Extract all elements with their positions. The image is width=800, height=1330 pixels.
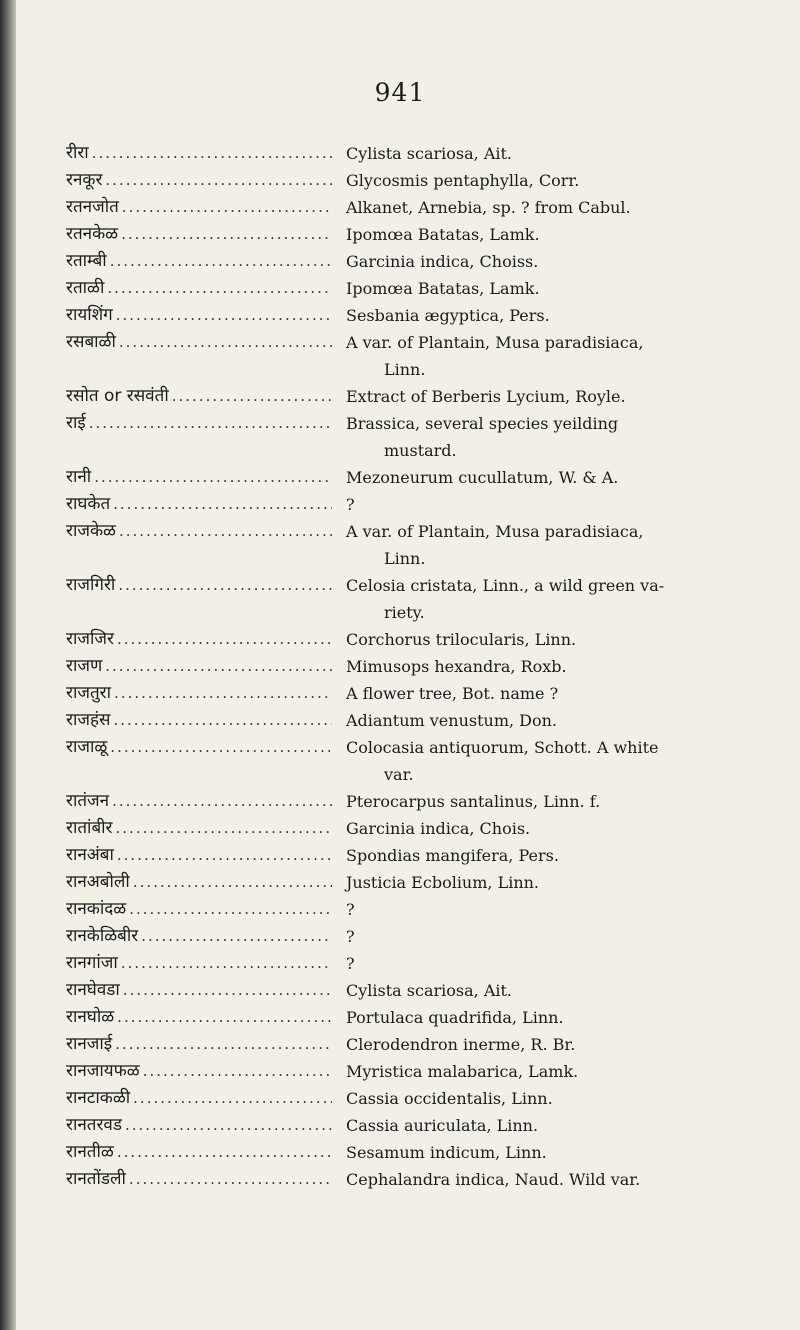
glossary-entry bbox=[66, 950, 786, 977]
entry-headword-column bbox=[66, 518, 332, 545]
leader-dots bbox=[125, 1116, 332, 1134]
entry-headword-column bbox=[66, 869, 332, 896]
entry-headword-column bbox=[66, 248, 332, 275]
entry-headword-column bbox=[66, 329, 332, 356]
entry-definition bbox=[332, 950, 786, 977]
definition-line: Spondias mangifera, Pers. bbox=[346, 846, 559, 865]
entry-headword: राजगिरी bbox=[66, 575, 116, 595]
definition-line: mustard. bbox=[384, 441, 457, 460]
definition-line: Myristica malabarica, Lamk. bbox=[346, 1062, 579, 1081]
definition-line: Brassica, several species yeilding bbox=[346, 414, 619, 433]
entry-headword: रानजायफळ bbox=[66, 1061, 140, 1081]
entry-headword: राई bbox=[66, 413, 86, 433]
leader-dots bbox=[114, 684, 332, 702]
entry-definition bbox=[332, 1139, 786, 1166]
entry-definition bbox=[332, 194, 786, 221]
glossary-entry bbox=[66, 302, 786, 329]
entry-headword-column bbox=[66, 383, 332, 410]
definition-line: Mimusops hexandra, Roxb. bbox=[346, 657, 567, 676]
entry-definition bbox=[332, 788, 786, 815]
entry-headword: रानगांजा bbox=[66, 953, 118, 973]
entry-headword: रानअबोली bbox=[66, 872, 130, 892]
glossary-entry bbox=[66, 464, 786, 491]
entry-definition bbox=[332, 491, 786, 518]
leader-dots bbox=[105, 171, 332, 189]
leader-dots bbox=[110, 738, 332, 756]
definition-line: Alkanet, Arnebia, sp. ? from Cabul. bbox=[346, 198, 631, 217]
entry-headword-column bbox=[66, 1058, 332, 1085]
leader-dots bbox=[117, 1008, 332, 1026]
entry-headword: रतनजोत bbox=[66, 197, 119, 217]
entry-definition bbox=[332, 977, 786, 1004]
entry-headword: राजाळू bbox=[66, 737, 108, 757]
definition-line: Colocasia antiquorum, Schott. A white bbox=[346, 738, 659, 757]
leader-dots bbox=[129, 900, 332, 918]
entry-headword: रानघोळ bbox=[66, 1007, 115, 1027]
entry-definition bbox=[332, 1085, 786, 1112]
glossary-entry bbox=[66, 626, 786, 653]
entry-headword: रनकूर bbox=[66, 170, 103, 190]
definition-line: ? bbox=[346, 927, 355, 946]
leader-dots bbox=[119, 333, 332, 351]
leader-dots bbox=[94, 468, 332, 486]
glossary-entry bbox=[66, 518, 786, 572]
entry-definition bbox=[332, 302, 786, 329]
leader-dots bbox=[92, 144, 332, 162]
entry-headword: रानअंबा bbox=[66, 845, 114, 865]
entry-headword: रताळी bbox=[66, 278, 105, 298]
entry-headword: राजजिर bbox=[66, 629, 114, 649]
leader-dots bbox=[89, 414, 332, 432]
definition-line: Cassia occidentalis, Linn. bbox=[346, 1089, 553, 1108]
definition-line: ? bbox=[346, 900, 355, 919]
entry-definition bbox=[332, 680, 786, 707]
glossary-entry bbox=[66, 167, 786, 194]
definition-line: Garcinia indica, Choiss. bbox=[346, 252, 539, 271]
entry-definition bbox=[332, 410, 786, 464]
entry-headword: रानतरवड bbox=[66, 1115, 122, 1135]
entry-definition bbox=[332, 383, 786, 410]
entry-headword: रताम्बी bbox=[66, 251, 107, 271]
entry-definition bbox=[332, 626, 786, 653]
entry-definition bbox=[332, 707, 786, 734]
leader-dots bbox=[117, 630, 332, 648]
leader-dots bbox=[143, 1062, 332, 1080]
glossary-entry bbox=[66, 1085, 786, 1112]
glossary-entry bbox=[66, 815, 786, 842]
entry-definition bbox=[332, 275, 786, 302]
leader-dots bbox=[133, 1089, 332, 1107]
glossary-entry bbox=[66, 788, 786, 815]
entry-headword: रानकांदळ bbox=[66, 899, 127, 919]
definition-line: Cylista scariosa, Ait. bbox=[346, 144, 512, 163]
leader-dots bbox=[116, 819, 332, 837]
entry-headword-column bbox=[66, 1004, 332, 1031]
glossary-entry bbox=[66, 383, 786, 410]
entry-headword-column bbox=[66, 1085, 332, 1112]
entry-headword: रसोत or रसवंती bbox=[66, 386, 169, 406]
entry-headword-column bbox=[66, 194, 332, 221]
entry-headword: रानतोंडली bbox=[66, 1169, 126, 1189]
glossary-entry bbox=[66, 869, 786, 896]
definition-line: Portulaca quadrifida, Linn. bbox=[346, 1008, 564, 1027]
entry-headword-column bbox=[66, 815, 332, 842]
glossary-entry bbox=[66, 680, 786, 707]
entry-definition bbox=[332, 653, 786, 680]
entry-definition bbox=[332, 140, 786, 167]
entry-headword-column bbox=[66, 302, 332, 329]
leader-dots bbox=[118, 576, 332, 594]
entry-headword-column bbox=[66, 1139, 332, 1166]
entry-definition bbox=[332, 248, 786, 275]
glossary-list bbox=[66, 140, 786, 1193]
definition-line: Corchorus trilocularis, Linn. bbox=[346, 630, 577, 649]
entry-definition bbox=[332, 1004, 786, 1031]
glossary-entry bbox=[66, 275, 786, 302]
entry-headword: राजण bbox=[66, 656, 103, 676]
entry-definition bbox=[332, 1112, 786, 1139]
entry-definition bbox=[332, 923, 786, 950]
leader-dots bbox=[141, 927, 332, 945]
glossary-entry bbox=[66, 1139, 786, 1166]
entry-definition bbox=[332, 1058, 786, 1085]
book-binding-edge bbox=[0, 0, 16, 1330]
leader-dots bbox=[117, 1143, 332, 1161]
entry-headword-column bbox=[66, 653, 332, 680]
entry-headword: रानघेवडा bbox=[66, 980, 120, 1000]
definition-line: Sesbania ægyptica, Pers. bbox=[346, 306, 550, 325]
entry-headword: रीरा bbox=[66, 143, 89, 163]
entry-headword: रातंजन bbox=[66, 791, 110, 811]
glossary-entry bbox=[66, 896, 786, 923]
leader-dots bbox=[117, 846, 332, 864]
entry-headword-column bbox=[66, 140, 332, 167]
definition-line: Clerodendron inerme, R. Br. bbox=[346, 1035, 576, 1054]
definition-line: Justicia Ecbolium, Linn. bbox=[346, 873, 540, 892]
leader-dots bbox=[119, 522, 332, 540]
entry-headword-column bbox=[66, 950, 332, 977]
definition-line: Ipomœa Batatas, Lamk. bbox=[346, 279, 540, 298]
entry-definition bbox=[332, 869, 786, 896]
leader-dots bbox=[107, 279, 332, 297]
entry-definition bbox=[332, 464, 786, 491]
glossary-entry bbox=[66, 140, 786, 167]
glossary-entry bbox=[66, 491, 786, 518]
definition-line: A var. of Plantain, Musa paradisiaca, bbox=[346, 333, 644, 352]
entry-headword: रानटाकळी bbox=[66, 1088, 131, 1108]
entry-headword-column bbox=[66, 626, 332, 653]
definition-line: Cephalandra indica, Naud. Wild var. bbox=[346, 1170, 641, 1189]
glossary-entry bbox=[66, 248, 786, 275]
entry-definition bbox=[332, 896, 786, 923]
entry-headword-column bbox=[66, 788, 332, 815]
entry-definition bbox=[332, 815, 786, 842]
entry-headword: राजतुरा bbox=[66, 683, 112, 703]
definition-line: Mezoneurum cucullatum, W. & A. bbox=[346, 468, 619, 487]
definition-line: Glycosmis pentaphylla, Corr. bbox=[346, 171, 580, 190]
leader-dots bbox=[133, 873, 332, 891]
entry-headword: रानकेळिबीर bbox=[66, 926, 139, 946]
entry-definition bbox=[332, 329, 786, 383]
entry-definition bbox=[332, 1031, 786, 1058]
entry-headword-column bbox=[66, 491, 332, 518]
definition-line: Ipomœa Batatas, Lamk. bbox=[346, 225, 540, 244]
entry-headword-column bbox=[66, 977, 332, 1004]
leader-dots bbox=[105, 657, 332, 675]
glossary-entry bbox=[66, 329, 786, 383]
leader-dots bbox=[113, 495, 332, 513]
glossary-entry bbox=[66, 221, 786, 248]
entry-headword-column bbox=[66, 464, 332, 491]
leader-dots bbox=[121, 954, 332, 972]
definition-line: Linn. bbox=[384, 549, 426, 568]
entry-headword: रानतीळ bbox=[66, 1142, 114, 1162]
definition-line: Cylista scariosa, Ait. bbox=[346, 981, 512, 1000]
entry-definition bbox=[332, 1166, 786, 1193]
leader-dots bbox=[122, 198, 332, 216]
glossary-entry bbox=[66, 572, 786, 626]
entry-definition bbox=[332, 572, 786, 626]
glossary-entry bbox=[66, 734, 786, 788]
leader-dots bbox=[121, 225, 332, 243]
definition-line: Adiantum venustum, Don. bbox=[346, 711, 558, 730]
leader-dots bbox=[172, 387, 332, 405]
glossary-entry bbox=[66, 977, 786, 1004]
glossary-entry bbox=[66, 653, 786, 680]
glossary-entry bbox=[66, 923, 786, 950]
entry-headword-column bbox=[66, 221, 332, 248]
leader-dots bbox=[123, 981, 332, 999]
definition-line: Pterocarpus santalinus, Linn. f. bbox=[346, 792, 601, 811]
entry-headword: राजहंस bbox=[66, 710, 111, 730]
entry-headword: रानजाई bbox=[66, 1034, 113, 1054]
entry-definition bbox=[332, 518, 786, 572]
definition-line: Celosia cristata, Linn., a wild green va- bbox=[346, 576, 665, 595]
definition-line: Linn. bbox=[384, 360, 426, 379]
entry-headword: रातांबीर bbox=[66, 818, 113, 838]
entry-headword: रायशिंग bbox=[66, 305, 113, 325]
entry-definition bbox=[332, 734, 786, 788]
definition-line: ? bbox=[346, 954, 355, 973]
glossary-entry bbox=[66, 1058, 786, 1085]
entry-headword-column bbox=[66, 275, 332, 302]
entry-headword-column bbox=[66, 1112, 332, 1139]
entry-definition bbox=[332, 842, 786, 869]
glossary-entry bbox=[66, 1112, 786, 1139]
definition-line: ? bbox=[346, 495, 355, 514]
definition-line: Cassia auriculata, Linn. bbox=[346, 1116, 539, 1135]
entry-headword: रानी bbox=[66, 467, 92, 487]
entry-headword-column bbox=[66, 1166, 332, 1193]
definition-line: A var. of Plantain, Musa paradisiaca, bbox=[346, 522, 644, 541]
entry-definition bbox=[332, 221, 786, 248]
leader-dots bbox=[110, 252, 332, 270]
glossary-entry bbox=[66, 842, 786, 869]
glossary-entry bbox=[66, 1031, 786, 1058]
glossary-entry bbox=[66, 194, 786, 221]
entry-headword-column bbox=[66, 572, 332, 599]
entry-headword-column bbox=[66, 923, 332, 950]
entry-headword-column bbox=[66, 842, 332, 869]
definition-line: Garcinia indica, Chois. bbox=[346, 819, 531, 838]
definition-line: Extract of Berberis Lycium, Royle. bbox=[346, 387, 626, 406]
entry-headword: राघकेत bbox=[66, 494, 111, 514]
entry-headword-column bbox=[66, 896, 332, 923]
definition-line: riety. bbox=[384, 603, 425, 622]
leader-dots bbox=[112, 792, 332, 810]
page-number: 941 bbox=[374, 78, 426, 107]
entry-headword: राजकेळ bbox=[66, 521, 116, 541]
definition-line: A flower tree, Bot. name ? bbox=[346, 684, 559, 703]
glossary-entry bbox=[66, 707, 786, 734]
definition-line: var. bbox=[384, 765, 414, 784]
entry-headword-column bbox=[66, 680, 332, 707]
glossary-entry bbox=[66, 1166, 786, 1193]
leader-dots bbox=[115, 1035, 332, 1053]
entry-headword: रतनकेळ bbox=[66, 224, 119, 244]
entry-headword-column bbox=[66, 734, 332, 761]
glossary-entry bbox=[66, 410, 786, 464]
entry-headword-column bbox=[66, 1031, 332, 1058]
entry-headword-column bbox=[66, 707, 332, 734]
leader-dots bbox=[129, 1170, 332, 1188]
definition-line: Sesamum indicum, Linn. bbox=[346, 1143, 547, 1162]
entry-definition bbox=[332, 167, 786, 194]
glossary-entry bbox=[66, 1004, 786, 1031]
leader-dots bbox=[116, 306, 332, 324]
leader-dots bbox=[114, 711, 333, 729]
entry-headword: रसबाळी bbox=[66, 332, 116, 352]
entry-headword-column bbox=[66, 410, 332, 437]
entry-headword-column bbox=[66, 167, 332, 194]
